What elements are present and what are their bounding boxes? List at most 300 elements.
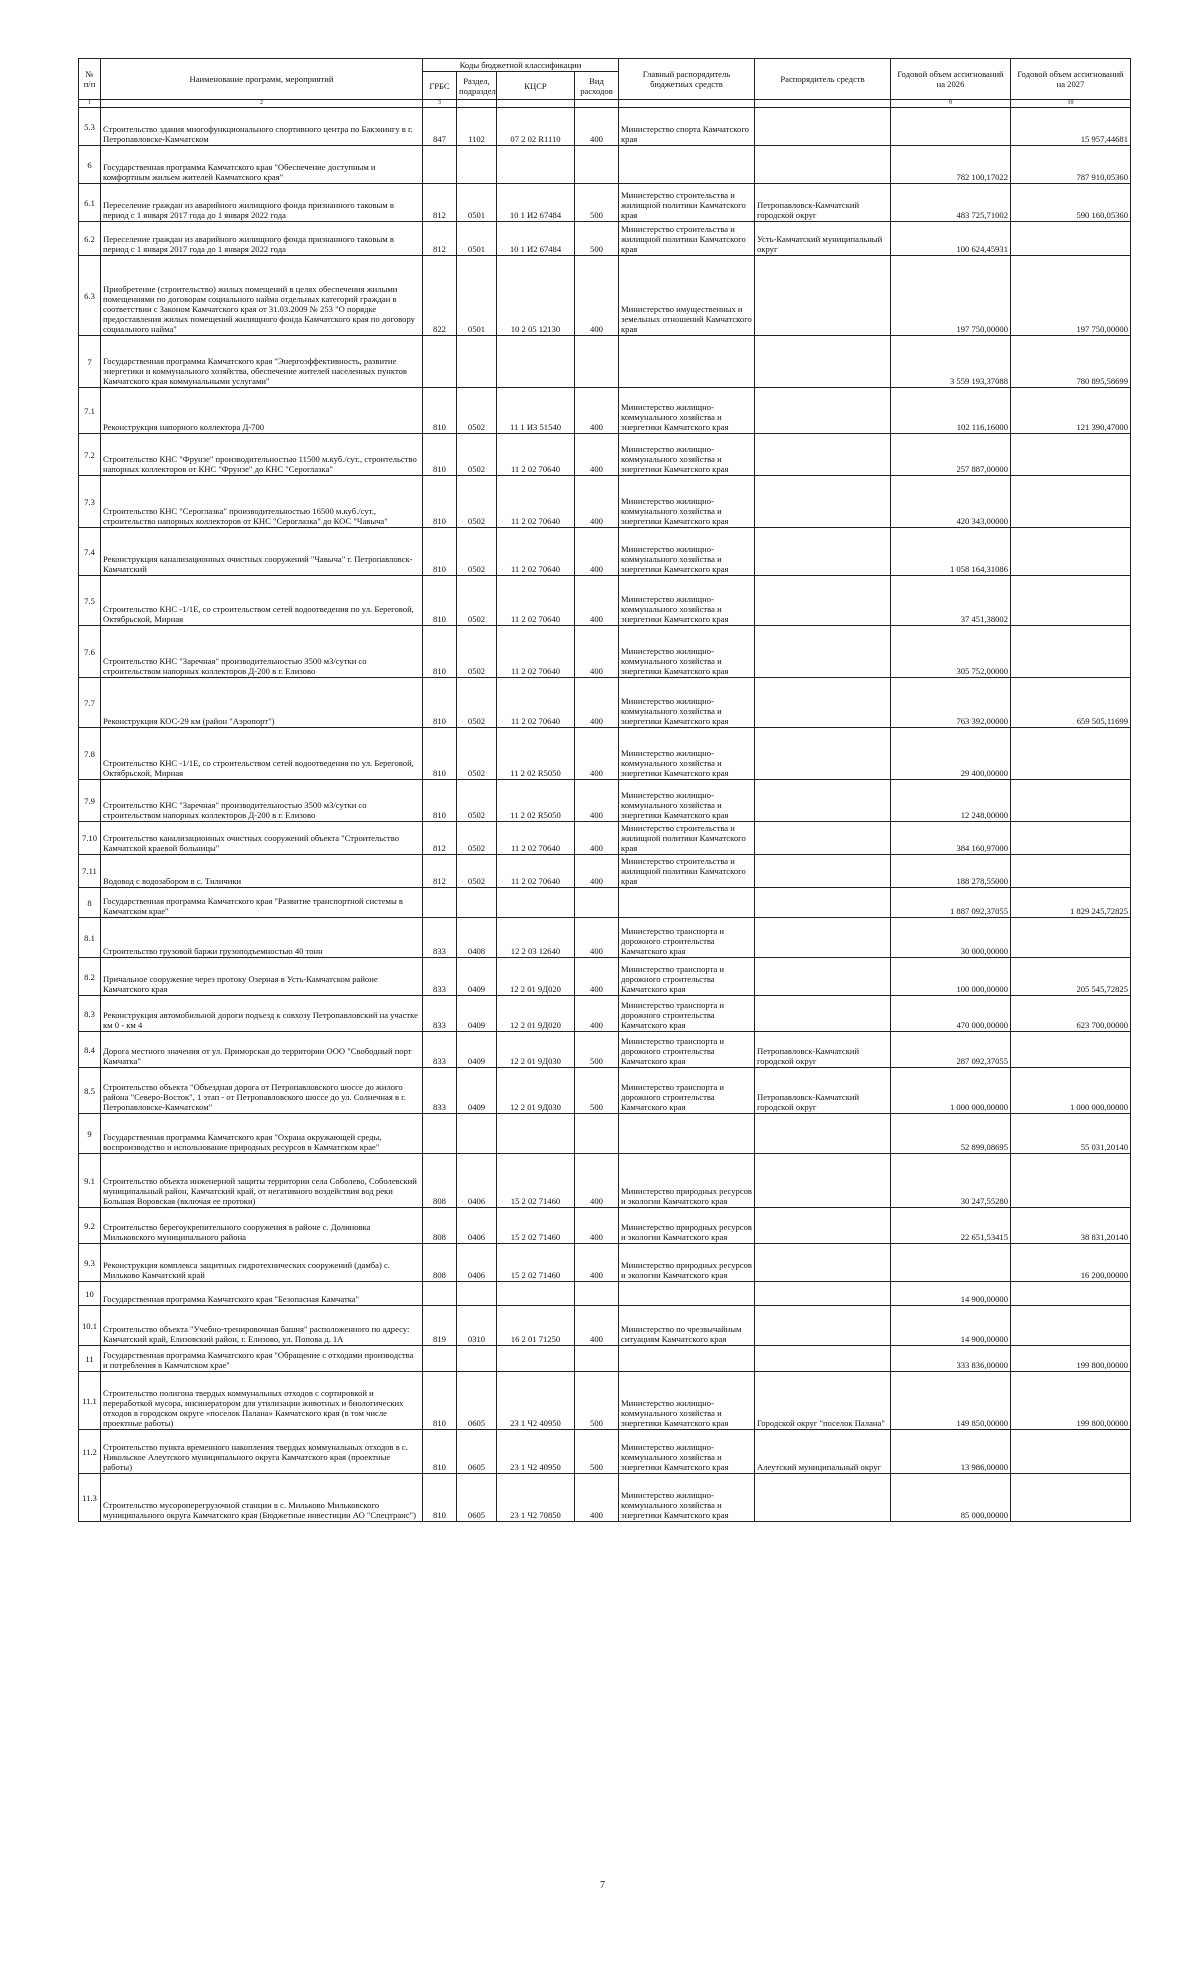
row-kcsr: 07 2 02 R1110	[497, 108, 575, 146]
row-vr: 400	[575, 434, 619, 476]
row-grbs: 808	[423, 1208, 457, 1244]
row-manager: Министерство природных ресурсов и экологии Камчатского края	[619, 1154, 755, 1208]
page-number: 7	[600, 1880, 605, 1891]
row-vr: 400	[575, 256, 619, 336]
row-kcsr: 11 2 02 70640	[497, 678, 575, 728]
row-kcsr: 12 2 01 9Д030	[497, 1068, 575, 1114]
row-vr: 400	[575, 108, 619, 146]
row-recipient	[755, 1244, 891, 1282]
row-grbs: 808	[423, 1154, 457, 1208]
row-name: Реконструкция КОС-29 км (район "Аэропорт")	[101, 678, 423, 728]
row-amount-2027: 16 200,00000	[1011, 1244, 1131, 1282]
row-number: 11.1	[79, 1372, 101, 1430]
row-recipient	[755, 1346, 891, 1372]
row-vr: 400	[575, 855, 619, 888]
row-kcsr: 15 2 02 71460	[497, 1244, 575, 1282]
row-manager	[619, 888, 755, 918]
row-recipient	[755, 434, 891, 476]
row-number: 8	[79, 888, 101, 918]
row-section: 0502	[457, 822, 497, 855]
row-vr: 500	[575, 1430, 619, 1474]
row-kcsr: 11 2 02 70640	[497, 822, 575, 855]
table-row	[79, 108, 1131, 146]
row-manager: Министерство строительства и жилищной политики Камчатского края	[619, 184, 755, 222]
row-amount-2026: 305 752,00000	[891, 626, 1011, 678]
row-amount-2026: 1 887 092,37055	[891, 888, 1011, 918]
row-grbs: 822	[423, 256, 457, 336]
row-amount-2027	[1011, 528, 1131, 576]
row-amount-2026: 420 343,00000	[891, 476, 1011, 528]
row-section: 0406	[457, 1208, 497, 1244]
row-name: Строительство грузовой баржи грузоподъемностью 40 тонн	[101, 918, 423, 958]
table-row	[79, 1244, 1131, 1282]
row-kcsr: 11 2 02 R5050	[497, 728, 575, 780]
row-recipient	[755, 996, 891, 1032]
row-name: Строительство здания многофункционального спортивного центра по Бакэнингу в г. Петропавловске-Камчатском	[101, 108, 423, 146]
row-recipient	[755, 728, 891, 780]
row-amount-2026: 85 000,00000	[891, 1474, 1011, 1522]
row-kcsr: 11 2 02 R5050	[497, 780, 575, 822]
row-amount-2026: 483 725,71002	[891, 184, 1011, 222]
row-section	[457, 888, 497, 918]
row-number: 8.4	[79, 1032, 101, 1068]
row-kcsr: 10 1 И2 67484	[497, 222, 575, 256]
row-amount-2027	[1011, 434, 1131, 476]
row-grbs: 810	[423, 434, 457, 476]
row-number: 7.2	[79, 434, 101, 476]
row-section: 0408	[457, 918, 497, 958]
row-manager: Министерство транспорта и дорожного строительства Камчатского края	[619, 996, 755, 1032]
table-row	[79, 1208, 1131, 1244]
row-manager: Министерство транспорта и дорожного строительства Камчатского края	[619, 958, 755, 996]
row-section: 0406	[457, 1244, 497, 1282]
row-section: 0502	[457, 678, 497, 728]
row-amount-2027: 590 160,05360	[1011, 184, 1131, 222]
row-recipient	[755, 108, 891, 146]
row-recipient	[755, 1474, 891, 1522]
row-amount-2026: 257 887,00000	[891, 434, 1011, 476]
row-section: 0502	[457, 434, 497, 476]
row-section: 0605	[457, 1430, 497, 1474]
row-vr: 400	[575, 678, 619, 728]
row-recipient: Петропавловск-Камчатский городской округ	[755, 184, 891, 222]
row-manager: Министерство жилищно-коммунального хозяйства и энергетики Камчатского края	[619, 626, 755, 678]
row-name: Государственная программа Камчатского края "Обращение с отходами производства и потребления в Камчатском крае"	[101, 1346, 423, 1372]
row-section: 0501	[457, 222, 497, 256]
row-amount-2026: 30 247,55280	[891, 1154, 1011, 1208]
row-manager: Министерство жилищно-коммунального хозяйства и энергетики Камчатского края	[619, 576, 755, 626]
row-number: 8.3	[79, 996, 101, 1032]
row-kcsr: 16 2 01 71250	[497, 1306, 575, 1346]
row-name: Строительство КНС -1/1Е, со строительством сетей водоотведения по ул. Береговой, Октябрьской, Мирная	[101, 728, 423, 780]
row-kcsr	[497, 1114, 575, 1154]
row-kcsr: 11 2 02 70640	[497, 626, 575, 678]
row-manager: Министерство по чрезвычайным ситуациям Камчатского края	[619, 1306, 755, 1346]
row-amount-2027: 623 700,00000	[1011, 996, 1131, 1032]
row-vr: 500	[575, 184, 619, 222]
header-codes: Коды бюджетной классификации	[423, 59, 619, 72]
row-recipient: Городской округ "поселок Палана"	[755, 1372, 891, 1430]
row-amount-2026: 14 900,00000	[891, 1306, 1011, 1346]
column-number: 3	[423, 100, 457, 108]
row-number: 6	[79, 146, 101, 184]
table-row	[79, 388, 1131, 434]
row-manager: Министерство жилищно-коммунального хозяйства и энергетики Камчатского края	[619, 780, 755, 822]
row-grbs: 812	[423, 184, 457, 222]
row-section	[457, 1346, 497, 1372]
row-name: Строительство объекта "Учебно-тренировочная башня" расположенного по адресу: Камчатский край, Елизовский район, г. Елизово, ул. Попова д. 1А	[101, 1306, 423, 1346]
row-vr	[575, 1346, 619, 1372]
row-vr: 400	[575, 918, 619, 958]
row-number: 7.11	[79, 855, 101, 888]
row-amount-2026: 763 392,00000	[891, 678, 1011, 728]
table-row	[79, 1154, 1131, 1208]
row-grbs	[423, 1282, 457, 1306]
row-kcsr: 12 2 01 9Д020	[497, 958, 575, 996]
row-amount-2027: 1 829 245,72825	[1011, 888, 1131, 918]
row-number: 11	[79, 1346, 101, 1372]
row-amount-2026: 29 400,00000	[891, 728, 1011, 780]
table-body	[79, 108, 1131, 1522]
row-manager: Министерство жилищно-коммунального хозяйства и энергетики Камчатского края	[619, 1372, 755, 1430]
row-amount-2027: 38 831,20140	[1011, 1208, 1131, 1244]
row-recipient	[755, 1282, 891, 1306]
row-name: Причальное сооружение через протоку Озерная в Усть-Камчатском районе Камчатского края	[101, 958, 423, 996]
table-row	[79, 336, 1131, 388]
row-name: Реконструкция автомобильной дороги подъезд к совхозу Петропавловский на участке км 0 - км 4	[101, 996, 423, 1032]
table-row	[79, 1114, 1131, 1154]
row-section: 0310	[457, 1306, 497, 1346]
header-2027: Годовой объем ассигнований на 2027	[1011, 59, 1131, 100]
row-amount-2026: 1 000 000,00000	[891, 1068, 1011, 1114]
row-amount-2026: 12 248,00000	[891, 780, 1011, 822]
row-manager: Министерство транспорта и дорожного строительства Камчатского края	[619, 918, 755, 958]
row-amount-2026: 100 624,45931	[891, 222, 1011, 256]
row-grbs	[423, 1114, 457, 1154]
row-number: 5.3	[79, 108, 101, 146]
row-amount-2027	[1011, 1306, 1131, 1346]
row-vr: 500	[575, 222, 619, 256]
row-number: 6.1	[79, 184, 101, 222]
column-number: 1	[79, 100, 101, 108]
row-kcsr	[497, 336, 575, 388]
row-amount-2026: 287 092,37055	[891, 1032, 1011, 1068]
table-row	[79, 822, 1131, 855]
column-number	[457, 100, 497, 108]
row-amount-2027	[1011, 1282, 1131, 1306]
row-amount-2027	[1011, 1154, 1131, 1208]
row-section: 0502	[457, 388, 497, 434]
table-row	[79, 476, 1131, 528]
row-kcsr: 23 1 Ч2 40950	[497, 1430, 575, 1474]
row-name: Приобретение (строительство) жилых помещений в целях обеспечения жилыми помещениями по договорам социального найма отдельных категорий граждан в соответствии с Законом Камчатского края от 31.03.2009 № 253 "О порядке предоставления жилых помещений жилищного фонда Камчатского края по договору социального найма"	[101, 256, 423, 336]
row-amount-2027: 1 000 000,00000	[1011, 1068, 1131, 1114]
row-name: Реконструкция канализационных очистных сооружений "Чавыча" г. Петропавловск-Камчатский	[101, 528, 423, 576]
header-manager: Главный распорядитель бюджетных средств	[619, 59, 755, 100]
row-manager	[619, 336, 755, 388]
row-section: 0409	[457, 996, 497, 1032]
row-amount-2027	[1011, 822, 1131, 855]
row-amount-2027: 197 750,00000	[1011, 256, 1131, 336]
header-kcsr: КЦСР	[497, 72, 575, 100]
row-recipient	[755, 958, 891, 996]
row-recipient	[755, 1154, 891, 1208]
row-name: Строительство объекта "Объездная дорога от Петропавловского шоссе до жилого района "Северо-Восток", 1 этап - от Петропавловского шоссе до ул. Солнечная в г. Петропавловске-Камчатском"	[101, 1068, 423, 1114]
row-kcsr: 23 1 Ч2 70850	[497, 1474, 575, 1522]
row-name: Государственная программа Камчатского края "Охрана окружающей среды, воспроизводство и использование природных ресурсов в Камчатском крае"	[101, 1114, 423, 1154]
row-manager: Министерство строительства и жилищной политики Камчатского края	[619, 822, 755, 855]
row-name: Строительство КНС "Заречная" производительностью 3500 м3/сутки со строительством напорных коллекторов Д-200 в г. Елизово	[101, 626, 423, 678]
row-recipient	[755, 528, 891, 576]
row-manager: Министерство строительства и жилищной политики Камчатского края	[619, 222, 755, 256]
row-section	[457, 1282, 497, 1306]
row-amount-2027	[1011, 476, 1131, 528]
row-section: 0502	[457, 476, 497, 528]
row-vr	[575, 1282, 619, 1306]
row-amount-2026: 30 000,00000	[891, 918, 1011, 958]
row-amount-2026: 188 278,55000	[891, 855, 1011, 888]
row-number: 8.1	[79, 918, 101, 958]
row-grbs: 833	[423, 1032, 457, 1068]
row-recipient	[755, 336, 891, 388]
row-vr: 400	[575, 576, 619, 626]
row-name: Переселение граждан из аварийного жилищного фонда признанного таковым в период с 1 января 2017 года до 1 января 2022 года	[101, 222, 423, 256]
table-row	[79, 888, 1131, 918]
row-amount-2026: 3 559 193,37088	[891, 336, 1011, 388]
row-name: Водовод с водозабором в с. Тиличики	[101, 855, 423, 888]
column-number	[755, 100, 891, 108]
column-number: 2	[101, 100, 423, 108]
row-number: 7.5	[79, 576, 101, 626]
row-name: Дорога местного значения от ул. Приморская до территории ООО "Свободный порт Камчатка"	[101, 1032, 423, 1068]
row-amount-2026: 782 100,17022	[891, 146, 1011, 184]
row-manager: Министерство жилищно-коммунального хозяйства и энергетики Камчатского края	[619, 1474, 755, 1522]
row-manager: Министерство транспорта и дорожного строительства Камчатского края	[619, 1032, 755, 1068]
row-manager: Министерство природных ресурсов и экологии Камчатского края	[619, 1244, 755, 1282]
row-number: 7.8	[79, 728, 101, 780]
row-amount-2026: 52 899,08695	[891, 1114, 1011, 1154]
row-grbs: 810	[423, 780, 457, 822]
row-amount-2026: 384 160,97000	[891, 822, 1011, 855]
row-amount-2027	[1011, 626, 1131, 678]
row-kcsr	[497, 888, 575, 918]
row-recipient	[755, 918, 891, 958]
row-amount-2027: 205 545,72825	[1011, 958, 1131, 996]
row-name: Строительство полигона твердых коммунальных отходов с сортировкой и переработкой мусора, инсинератором для утилизации животных и биологических отходов в городском округе «поселок Палана» Камчатского края (в том числе проектные работы)	[101, 1372, 423, 1430]
row-name: Государственная программа Камчатского края "Развитие транспортной системы в Камчатском крае"	[101, 888, 423, 918]
row-amount-2027: 199 800,00000	[1011, 1372, 1131, 1430]
row-grbs: 847	[423, 108, 457, 146]
row-grbs	[423, 888, 457, 918]
row-recipient: Алеутский муниципальный округ	[755, 1430, 891, 1474]
table-row	[79, 1372, 1131, 1430]
row-amount-2027: 659 505,11699	[1011, 678, 1131, 728]
row-amount-2026: 149 850,00000	[891, 1372, 1011, 1430]
table-row	[79, 626, 1131, 678]
row-vr	[575, 336, 619, 388]
row-manager: Министерство спорта Камчатского края	[619, 108, 755, 146]
row-manager	[619, 1346, 755, 1372]
row-vr: 400	[575, 626, 619, 678]
row-amount-2026: 1 058 164,31086	[891, 528, 1011, 576]
row-vr: 400	[575, 822, 619, 855]
column-number	[575, 100, 619, 108]
row-amount-2027: 199 800,00000	[1011, 1346, 1131, 1372]
row-number: 7.10	[79, 822, 101, 855]
table-row	[79, 855, 1131, 888]
row-kcsr: 15 2 02 71460	[497, 1208, 575, 1244]
row-recipient	[755, 822, 891, 855]
row-amount-2027: 55 031,20140	[1011, 1114, 1131, 1154]
row-grbs: 812	[423, 822, 457, 855]
row-amount-2026: 470 000,00000	[891, 996, 1011, 1032]
row-vr	[575, 888, 619, 918]
row-grbs: 812	[423, 855, 457, 888]
row-grbs: 810	[423, 1372, 457, 1430]
row-section: 0502	[457, 626, 497, 678]
row-kcsr	[497, 1282, 575, 1306]
row-name: Государственная программа Камчатского края "Энергоэффективность, развитие энергетики и коммунального хозяйства, обеспечение жителей населенных пунктов Камчатского края коммунальными услугами"	[101, 336, 423, 388]
table-row	[79, 780, 1131, 822]
row-amount-2026	[891, 108, 1011, 146]
row-amount-2026: 102 116,16000	[891, 388, 1011, 434]
row-amount-2026: 14 900,00000	[891, 1282, 1011, 1306]
row-amount-2027	[1011, 855, 1131, 888]
row-vr: 400	[575, 780, 619, 822]
row-grbs: 810	[423, 728, 457, 780]
row-name: Строительство мусороперегрузочной станции в с. Мильково Мильковского муниципального округа Камчатского края (Бюджетные инвестиции АО "Спецтранс")	[101, 1474, 423, 1522]
row-section: 0501	[457, 256, 497, 336]
row-amount-2026	[891, 1244, 1011, 1282]
row-vr: 400	[575, 1306, 619, 1346]
row-number: 9.2	[79, 1208, 101, 1244]
row-vr	[575, 1114, 619, 1154]
row-section: 0502	[457, 728, 497, 780]
budget-table	[78, 58, 1131, 1522]
row-name: Реконструкция напорного коллектора Д-700	[101, 388, 423, 434]
row-name: Строительство объекта инженерной защиты территории села Соболево, Соболевский муниципальный район, Камчатский край, от негативного воздействия вод реки Большая Воровская (включая ее протоки)	[101, 1154, 423, 1208]
row-vr: 400	[575, 1154, 619, 1208]
row-manager	[619, 146, 755, 184]
row-recipient	[755, 1306, 891, 1346]
row-section	[457, 1114, 497, 1154]
table-row	[79, 1474, 1131, 1522]
header-section: Раздел, подраздел	[457, 72, 497, 100]
row-grbs: 810	[423, 1430, 457, 1474]
row-name: Строительство берегоукрепительного сооружения в районе с. Долиновка Мильковского муниципального района	[101, 1208, 423, 1244]
row-vr: 400	[575, 388, 619, 434]
header-name: Наименование программ, мероприятий	[101, 59, 423, 100]
table-row	[79, 528, 1131, 576]
row-kcsr: 11 2 02 70640	[497, 855, 575, 888]
row-number: 10.1	[79, 1306, 101, 1346]
row-amount-2026: 197 750,00000	[891, 256, 1011, 336]
row-number: 9	[79, 1114, 101, 1154]
row-vr: 500	[575, 1032, 619, 1068]
row-number: 7.4	[79, 528, 101, 576]
row-grbs	[423, 336, 457, 388]
row-amount-2027	[1011, 918, 1131, 958]
row-section: 0409	[457, 1032, 497, 1068]
row-section: 0502	[457, 576, 497, 626]
row-name: Строительство КНС -1/1Е, со строительством сетей водоотведения по ул. Береговой, Октябрьской, Мирная	[101, 576, 423, 626]
row-name: Строительство КНС "Фрунзе" производительностью 11500 м.куб./сут., строительство напорных коллекторов от КНС "Фрунзе" до КНС "Сероглазка"	[101, 434, 423, 476]
row-section: 0409	[457, 958, 497, 996]
table-header	[79, 59, 1131, 108]
table-row	[79, 996, 1131, 1032]
table-row	[79, 728, 1131, 780]
row-amount-2026: 22 651,53415	[891, 1208, 1011, 1244]
row-recipient	[755, 1114, 891, 1154]
table-row	[79, 1430, 1131, 1474]
row-manager: Министерство строительства и жилищной политики Камчатского края	[619, 855, 755, 888]
row-amount-2026: 13 986,00000	[891, 1430, 1011, 1474]
row-amount-2026: 37 451,38002	[891, 576, 1011, 626]
table-row	[79, 576, 1131, 626]
row-recipient	[755, 1208, 891, 1244]
row-grbs: 819	[423, 1306, 457, 1346]
row-number: 9.3	[79, 1244, 101, 1282]
row-manager	[619, 1282, 755, 1306]
row-manager: Министерство имущественных и земельных отношений Камчатского края	[619, 256, 755, 336]
row-grbs: 810	[423, 678, 457, 728]
row-kcsr	[497, 1346, 575, 1372]
table-row	[79, 184, 1131, 222]
header-grbs: ГРБС	[423, 72, 457, 100]
row-kcsr	[497, 146, 575, 184]
row-amount-2027: 121 390,47000	[1011, 388, 1131, 434]
row-recipient	[755, 576, 891, 626]
row-grbs: 810	[423, 528, 457, 576]
column-number-row	[79, 100, 1131, 108]
row-grbs: 833	[423, 918, 457, 958]
row-section: 0501	[457, 184, 497, 222]
row-vr: 400	[575, 1208, 619, 1244]
row-manager: Министерство жилищно-коммунального хозяйства и энергетики Камчатского края	[619, 528, 755, 576]
row-number: 6.2	[79, 222, 101, 256]
row-grbs: 810	[423, 626, 457, 678]
row-manager: Министерство транспорта и дорожного строительства Камчатского края	[619, 1068, 755, 1114]
row-name: Строительство КНС "Заречная" производительностью 3500 м3/сутки со строительством напорных коллекторов Д-200 в г. Елизово	[101, 780, 423, 822]
row-recipient	[755, 888, 891, 918]
column-number: 10	[1011, 100, 1131, 108]
table-row	[79, 1346, 1131, 1372]
table-row	[79, 222, 1131, 256]
table-row	[79, 146, 1131, 184]
row-vr: 400	[575, 476, 619, 528]
row-recipient: Петропавловск-Камчатский городской округ	[755, 1032, 891, 1068]
table-row	[79, 918, 1131, 958]
row-recipient	[755, 626, 891, 678]
row-manager: Министерство природных ресурсов и экологии Камчатского края	[619, 1208, 755, 1244]
row-number: 6.3	[79, 256, 101, 336]
row-grbs: 808	[423, 1244, 457, 1282]
row-number: 9.1	[79, 1154, 101, 1208]
row-section	[457, 146, 497, 184]
table-row	[79, 1068, 1131, 1114]
row-number: 10	[79, 1282, 101, 1306]
row-name: Строительство КНС "Сероглазка" производительностью 16500 м.куб./сут., строительство напорных коллекторов от КНС "Сероглазка" до КОС "Чавыча"	[101, 476, 423, 528]
row-manager: Министерство жилищно-коммунального хозяйства и энергетики Камчатского края	[619, 678, 755, 728]
row-name: Строительство пункта временного накопления твердых коммунальных отходов в с. Никольское Алеутского муниципального округа Камчатского края (проектные работы)	[101, 1430, 423, 1474]
row-manager: Министерство жилищно-коммунального хозяйства и энергетики Камчатского края	[619, 1430, 755, 1474]
row-kcsr: 12 2 03 12640	[497, 918, 575, 958]
row-section: 0605	[457, 1372, 497, 1430]
table-row	[79, 256, 1131, 336]
row-recipient	[755, 256, 891, 336]
row-grbs: 810	[423, 388, 457, 434]
row-grbs: 833	[423, 1068, 457, 1114]
